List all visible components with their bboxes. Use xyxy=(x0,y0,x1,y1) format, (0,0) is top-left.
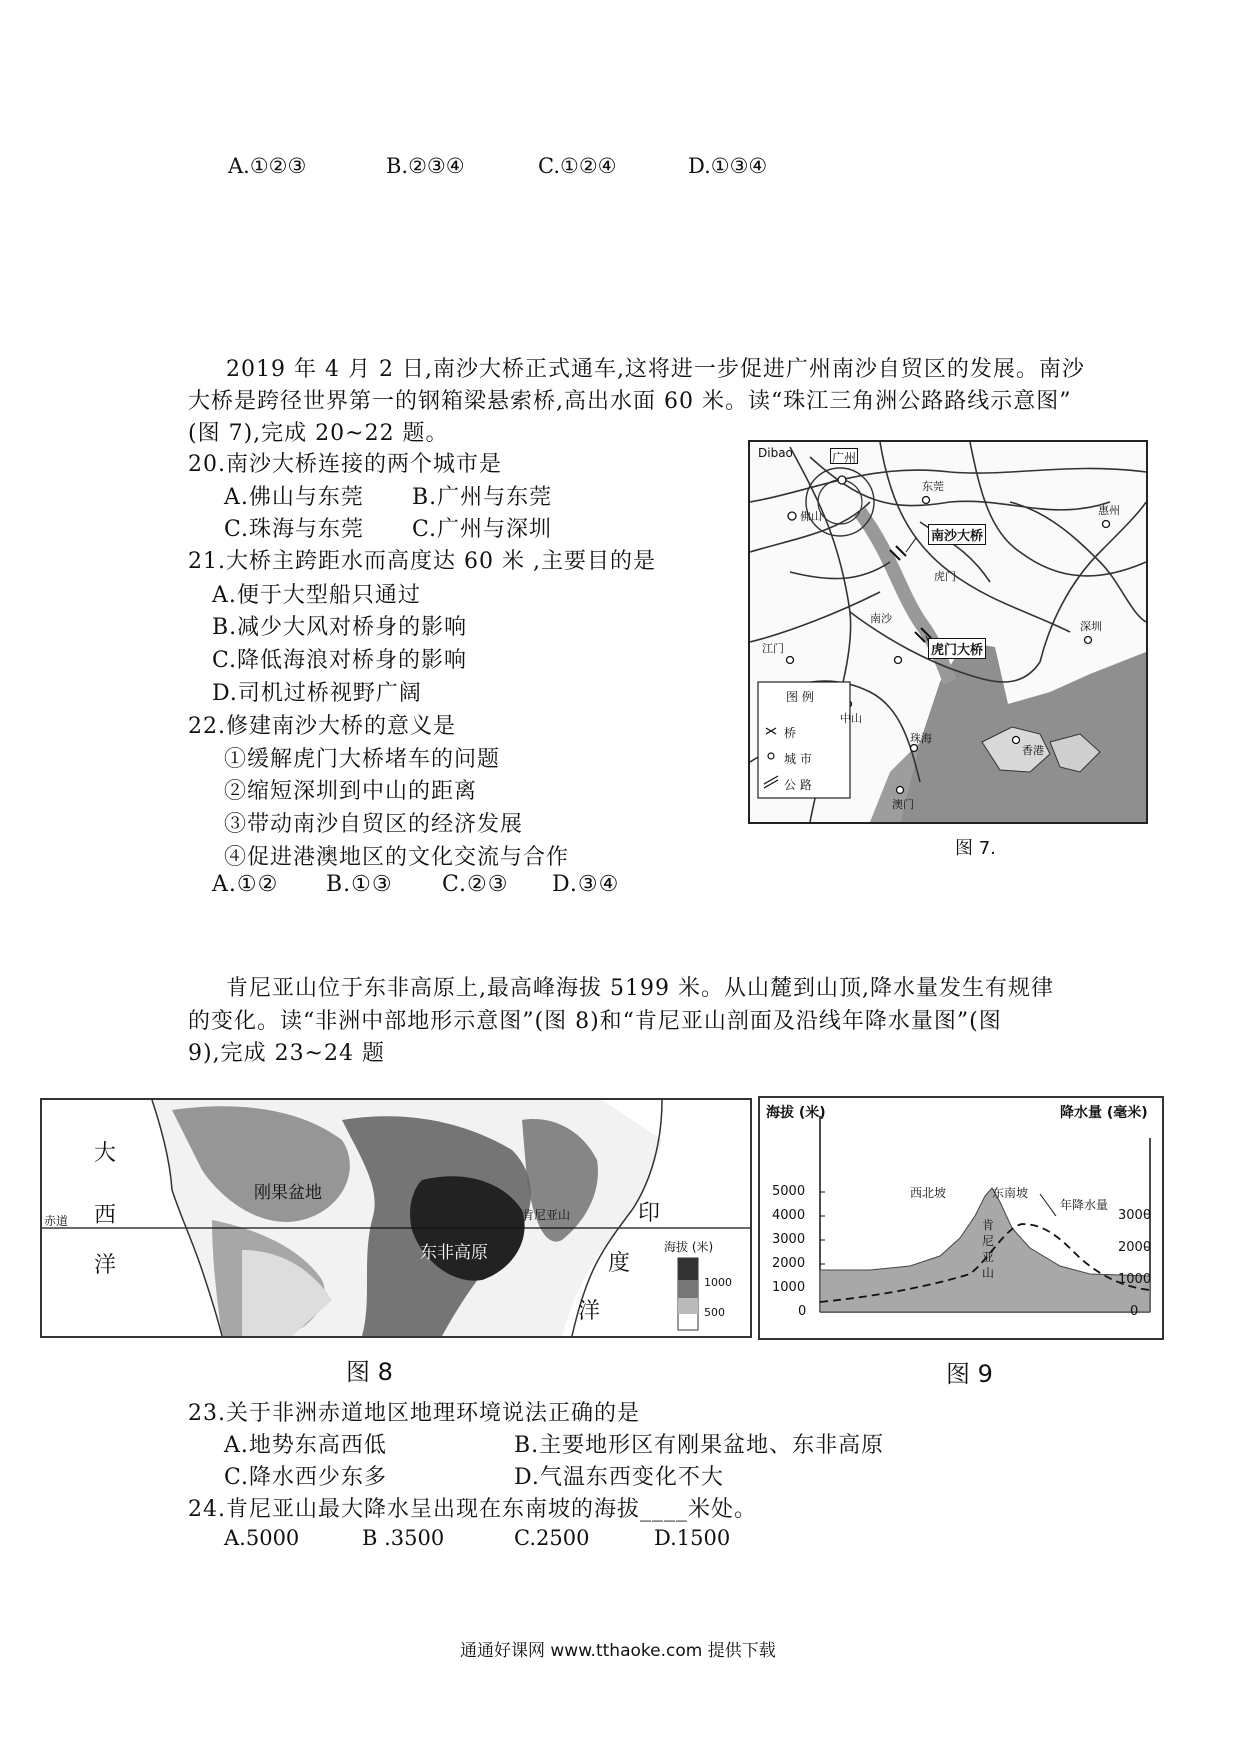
bridge-humen-label: 虎门大桥 xyxy=(928,638,986,659)
figure-8-map xyxy=(40,1098,752,1338)
city-macau: 澳门 xyxy=(892,798,914,811)
atlantic-label-3: 洋 xyxy=(94,1253,117,1278)
city-huizhou: 惠州 xyxy=(1098,504,1120,517)
q24-option-d: D.1500 xyxy=(654,1526,731,1550)
city-shenzhen: 深圳 xyxy=(1080,620,1102,633)
intro1-line-2: 大桥是跨径世界第一的钢箱梁悬索桥,高出水面 60 米。读“珠江三角洲公路路线示意图” xyxy=(188,389,1072,414)
q24-option-a: A.5000 xyxy=(224,1526,300,1550)
fig9-mountain-char-1: 肯 xyxy=(982,1218,995,1232)
indian-label-2: 度 xyxy=(608,1251,631,1276)
fig9-right-axis-title: 降水量 (毫米) xyxy=(1060,1105,1148,1121)
fig9-left-axis-title: 海拔 (米) xyxy=(766,1105,826,1121)
fig8-legend-tick-500: 500 xyxy=(704,1306,725,1319)
mount-kenya-label: 肯尼亚山 xyxy=(522,1208,571,1222)
prev-option-d: D.①③④ xyxy=(688,154,768,178)
q22-item-3: ③带动南沙自贸区的经济发展 xyxy=(224,812,524,837)
prev-option-b: B.②③④ xyxy=(386,154,465,178)
city-guangzhou: 广州 xyxy=(830,448,858,464)
city-nansha: 南沙 xyxy=(870,612,892,625)
equator-label: 赤道 xyxy=(44,1214,69,1228)
city-foshan: 佛山 xyxy=(800,510,822,523)
q22-option-a: A.①② xyxy=(212,872,279,897)
intro2-line-3: 9),完成 23~24 题 xyxy=(188,1041,385,1066)
q22-item-1: ①缓解虎门大桥堵车的问题 xyxy=(224,747,501,772)
city-zhuhai: 珠海 xyxy=(910,732,932,745)
fig8-legend-tick-1000: 1000 xyxy=(704,1276,732,1289)
fig9-right-tick-0: 0 xyxy=(1130,1304,1139,1319)
fig9-mountain-char-4: 山 xyxy=(982,1266,995,1280)
prev-option-a: A.①②③ xyxy=(228,154,307,178)
q23-option-c: C.降水西少东多 xyxy=(224,1465,388,1490)
q20-option-d: C.广州与深圳 xyxy=(412,517,553,542)
city-hongkong: 香港 xyxy=(1022,744,1044,757)
fig9-right-tick-2000: 2000 xyxy=(1118,1240,1152,1255)
intro1-line-3: (图 7),完成 20~22 题。 xyxy=(188,421,449,446)
q22-item-4: ④促进港澳地区的文化交流与合作 xyxy=(224,845,570,870)
figure-9-chart xyxy=(758,1096,1164,1340)
bridge-nansha-label: 南沙大桥 xyxy=(928,524,986,545)
fig9-right-tick-3000: 3000 xyxy=(1118,1208,1152,1223)
city-jiangmen: 江门 xyxy=(762,642,784,655)
figure-7-caption: 图 7. xyxy=(955,838,996,859)
legend-city: 城 市 xyxy=(784,752,812,766)
intro1-line-1: 2019 年 4 月 2 日,南沙大桥正式通车,这将进一步促进广州南沙自贸区的发展。南沙 xyxy=(226,357,1085,382)
q20-option-a: A.佛山与东莞 xyxy=(224,485,364,510)
legend-road: 公 路 xyxy=(784,778,812,792)
fig9-left-tick-0: 0 xyxy=(798,1304,807,1319)
q24-stem: 24.肯尼亚山最大降水呈出现在东南坡的海拔____米处。 xyxy=(188,1497,757,1522)
q21-option-b: B.减少大风对桥身的影响 xyxy=(212,615,468,640)
q21-option-c: C.降低海浪对桥身的影响 xyxy=(212,648,468,673)
q20-option-c: C.珠海与东莞 xyxy=(224,517,365,542)
fig9-left-tick-2000: 2000 xyxy=(772,1256,806,1271)
q22-option-c: C.②③ xyxy=(442,872,509,897)
q22-item-2: ②缩短深圳到中山的距离 xyxy=(224,779,478,804)
fig9-left-tick-1000: 1000 xyxy=(772,1280,806,1295)
city-zhongshan: 中山 xyxy=(840,712,862,725)
q21-stem: 21.大桥主跨距水而高度达 60 米 ,主要目的是 xyxy=(188,549,656,574)
q24-option-b: B .3500 xyxy=(362,1526,445,1550)
q20-stem: 20.南沙大桥连接的两个城市是 xyxy=(188,452,502,477)
fig9-mountain-char-3: 亚 xyxy=(982,1250,995,1264)
atlantic-label-2: 西 xyxy=(94,1203,117,1228)
fig9-precipitation-label: 年降水量 xyxy=(1060,1198,1109,1212)
fig9-southeast-slope-label: 东南坡 xyxy=(992,1186,1029,1200)
q24-option-c: C.2500 xyxy=(514,1526,590,1550)
figure-8-caption: 图 8 xyxy=(346,1358,393,1386)
atlantic-label-1: 大 xyxy=(94,1141,117,1166)
q21-option-a: A.便于大型船只通过 xyxy=(212,583,421,608)
q22-option-d: D.③④ xyxy=(552,872,620,897)
intro2-line-1: 肯尼亚山位于东非高原上,最高峰海拔 5199 米。从山麓到山顶,降水量发生有规律 xyxy=(226,976,1054,1001)
fig9-left-tick-5000: 5000 xyxy=(772,1184,806,1199)
q20-option-b: B.广州与东莞 xyxy=(412,485,553,510)
q23-stem: 23.关于非洲赤道地区地理环境说法正确的是 xyxy=(188,1401,640,1426)
legend-bridge: 桥 xyxy=(784,726,797,740)
q22-option-b: B.①③ xyxy=(326,872,393,897)
fig7-legend-title: 图 例 xyxy=(786,690,814,704)
east-african-plateau-label: 东非高原 xyxy=(420,1243,488,1263)
city-humen: 虎门 xyxy=(934,570,956,583)
fig9-right-tick-1000: 1000 xyxy=(1118,1272,1152,1287)
q23-option-d: D.气温东西变化不大 xyxy=(514,1465,724,1490)
intro2-line-2: 的变化。读“非洲中部地形示意图”(图 8)和“肯尼亚山剖面及沿线年降水量图”(图 xyxy=(188,1009,1002,1034)
fig9-northwest-slope-label: 西北坡 xyxy=(910,1186,947,1200)
page-footer: 通通好课网 www.tthaoke.com 提供下载 xyxy=(460,1641,776,1661)
prev-option-c: C.①②④ xyxy=(538,154,617,178)
q23-option-b: B.主要地形区有刚果盆地、东非高原 xyxy=(514,1433,885,1458)
fig9-left-tick-4000: 4000 xyxy=(772,1208,806,1223)
figure-9-caption: 图 9 xyxy=(946,1360,993,1388)
fig8-legend-title: 海拔 (米) xyxy=(664,1240,714,1254)
q22-stem: 22.修建南沙大桥的意义是 xyxy=(188,714,456,739)
fig7-corner-label: Dibao xyxy=(758,446,793,460)
fig9-mountain-char-2: 尼 xyxy=(982,1234,995,1248)
q23-option-a: A.地势东高西低 xyxy=(224,1433,387,1458)
city-dongguan: 东莞 xyxy=(922,480,944,493)
q21-option-d: D.司机过桥视野广阔 xyxy=(212,681,422,706)
indian-label-1: 印 xyxy=(638,1201,661,1226)
fig9-left-tick-3000: 3000 xyxy=(772,1232,806,1247)
congo-basin-label: 刚果盆地 xyxy=(254,1183,322,1203)
indian-label-3: 洋 xyxy=(578,1299,601,1324)
figure-7-map xyxy=(748,440,1148,824)
